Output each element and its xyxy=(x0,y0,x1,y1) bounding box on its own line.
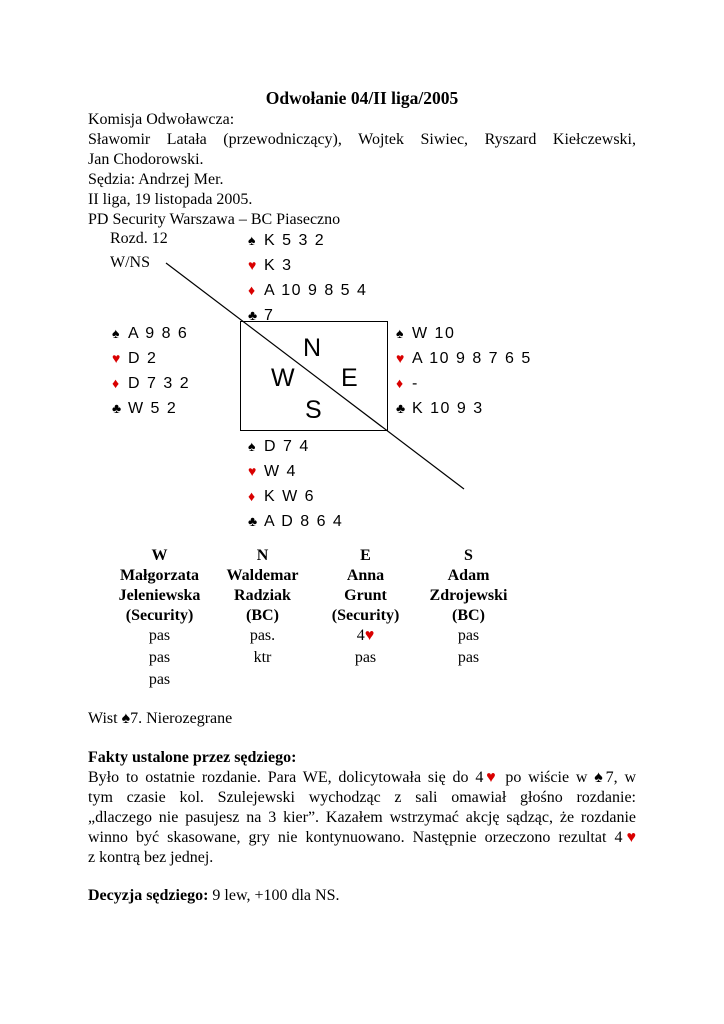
heart-icon: ♥ xyxy=(248,463,258,479)
bid-cell: pas xyxy=(148,649,171,666)
bidding-row xyxy=(108,648,520,670)
header-first-name: Adam xyxy=(447,567,490,584)
west-diamonds: D 7 3 2 xyxy=(128,375,191,392)
bid-cell xyxy=(314,670,417,692)
west-clubs: W 5 2 xyxy=(128,400,178,417)
intro-line: Sędzia: Andrzej Mer. xyxy=(88,171,224,188)
intro-line: PD Security Warszawa – BC Piaseczno xyxy=(88,211,341,228)
spade-icon: ♠ xyxy=(396,325,405,341)
facts-line: „dlaczego nie pasujesz na 3 kier”. Kazałem wstrzymać akcję sądząc, że rozdanie xyxy=(88,809,636,826)
bid-4-hearts: 4♥ xyxy=(356,627,375,644)
east-hearts: A 10 9 8 7 6 5 xyxy=(412,350,532,367)
bid-cell xyxy=(417,670,520,692)
header-first-name: Anna xyxy=(346,567,385,584)
facts-text xyxy=(88,768,636,868)
intro-line: II liga, 19 listopada 2005. xyxy=(88,191,253,208)
west-spades: A 9 8 6 xyxy=(128,325,189,342)
hand-west xyxy=(112,321,190,421)
opening-lead: Wist ♠7. Nierozegrane xyxy=(88,710,233,727)
hand-south xyxy=(248,434,343,534)
club-icon: ♣ xyxy=(248,513,259,529)
north-diamonds: A 10 9 8 5 4 xyxy=(264,282,368,299)
club-icon: ♣ xyxy=(396,400,407,416)
header-last-name: Zdrojewski xyxy=(429,587,508,604)
header-team: (Security) xyxy=(331,607,400,624)
compass-north: N xyxy=(303,334,322,362)
dealer-vulnerability: W/NS xyxy=(110,254,150,271)
bidding-header-south xyxy=(417,546,520,626)
header-team: (BC) xyxy=(246,607,279,624)
decision-text: 9 lew, +100 dla NS. xyxy=(208,887,340,904)
header-last-name: Grunt xyxy=(344,587,387,604)
south-spades: D 7 4 xyxy=(264,438,310,455)
compass-east: E xyxy=(341,364,358,392)
heart-icon: ♥ xyxy=(622,829,636,846)
spade-icon: ♠ xyxy=(248,438,257,454)
south-diamonds: K W 6 xyxy=(264,488,316,505)
facts-line: z kontrą bez jednej. xyxy=(88,849,214,866)
diamond-icon: ♦ xyxy=(396,375,405,391)
decision-label: Decyzja sędziego: xyxy=(88,887,209,904)
spade-icon: ♠ xyxy=(248,232,257,248)
header-team: (Security) xyxy=(125,607,194,624)
header-seat: N xyxy=(256,547,269,564)
header-seat: S xyxy=(464,547,473,564)
bidding-row xyxy=(108,626,520,648)
header-seat: E xyxy=(360,547,371,564)
header-first-name: Waldemar xyxy=(226,567,299,584)
bidding-row xyxy=(108,670,520,692)
diamond-icon: ♦ xyxy=(248,282,257,298)
bid-cell: pas. xyxy=(249,627,276,644)
bid-cell: pas xyxy=(148,627,171,644)
heart-icon: ♥ xyxy=(112,350,122,366)
heart-icon: ♥ xyxy=(364,627,375,644)
header-seat: W xyxy=(151,547,168,564)
intro-line: Sławomir Latała (przewodniczący), Wojtek Siwiec, Ryszard Kiełczewski, xyxy=(88,131,636,148)
east-clubs: K 10 9 3 xyxy=(412,400,484,417)
bid-cell xyxy=(211,670,314,692)
hand-north xyxy=(248,228,367,328)
heart-icon: ♥ xyxy=(248,257,258,273)
diamond-icon: ♦ xyxy=(112,375,121,391)
header-team: (BC) xyxy=(452,607,485,624)
east-spades: W 10 xyxy=(412,325,456,342)
east-diamonds: - xyxy=(412,375,419,392)
bidding-table xyxy=(108,546,520,692)
bidding-header-west xyxy=(108,546,211,626)
bid-cell: pas xyxy=(457,627,480,644)
intro-line: Jan Chodorowski. xyxy=(88,151,204,168)
decision xyxy=(88,886,636,906)
bid-cell: ktr xyxy=(253,649,272,666)
board-number: Rozd. 12 xyxy=(110,230,168,247)
facts-line: Było to ostatnie rozdanie. Para WE, dolicytowała się do 4♥ po wiście w ♠7, w xyxy=(88,769,637,786)
bidding-header-row xyxy=(108,546,520,626)
facts-line: winno być skasowane, gry nie kontynuowano. Następnie orzeczono rezultat 4♥ xyxy=(88,829,636,846)
heart-icon: ♥ xyxy=(483,769,499,786)
club-icon: ♣ xyxy=(248,307,259,323)
south-clubs: A D 8 6 4 xyxy=(264,513,344,530)
bid-cell xyxy=(314,626,417,648)
bidding-header-east xyxy=(314,546,417,626)
south-hearts: W 4 xyxy=(264,463,297,480)
header-first-name: Małgorzata xyxy=(119,567,200,584)
hand-east xyxy=(396,321,532,421)
compass-box xyxy=(240,321,388,431)
bid-cell: pas xyxy=(457,649,480,666)
club-icon: ♣ xyxy=(112,400,123,416)
page-title: Odwołanie 04/II liga/2005 xyxy=(265,88,459,108)
bid-cell: pas xyxy=(148,671,171,688)
bidding-header-north xyxy=(211,546,314,626)
bid-cell: pas xyxy=(354,649,377,666)
north-clubs: 7 xyxy=(264,307,275,324)
compass-south: S xyxy=(305,396,322,424)
north-spades: K 5 3 2 xyxy=(264,232,326,249)
facts-heading: Fakty ustalone przez sędziego: xyxy=(88,749,297,766)
compass-west: W xyxy=(271,364,295,392)
facts-line: tym czasie kol. Szulejewski wychodząc z sali omawiał głośno rozdanie: xyxy=(88,789,636,806)
header-last-name: Jeleniewska xyxy=(118,587,201,604)
intro-line: Komisja Odwoławcza: xyxy=(88,111,235,128)
diamond-icon: ♦ xyxy=(248,488,257,504)
header-last-name: Radziak xyxy=(234,587,291,604)
north-hearts: K 3 xyxy=(264,257,293,274)
spade-icon: ♠ xyxy=(112,325,121,341)
heart-icon: ♥ xyxy=(396,350,406,366)
west-hearts: D 2 xyxy=(128,350,158,367)
